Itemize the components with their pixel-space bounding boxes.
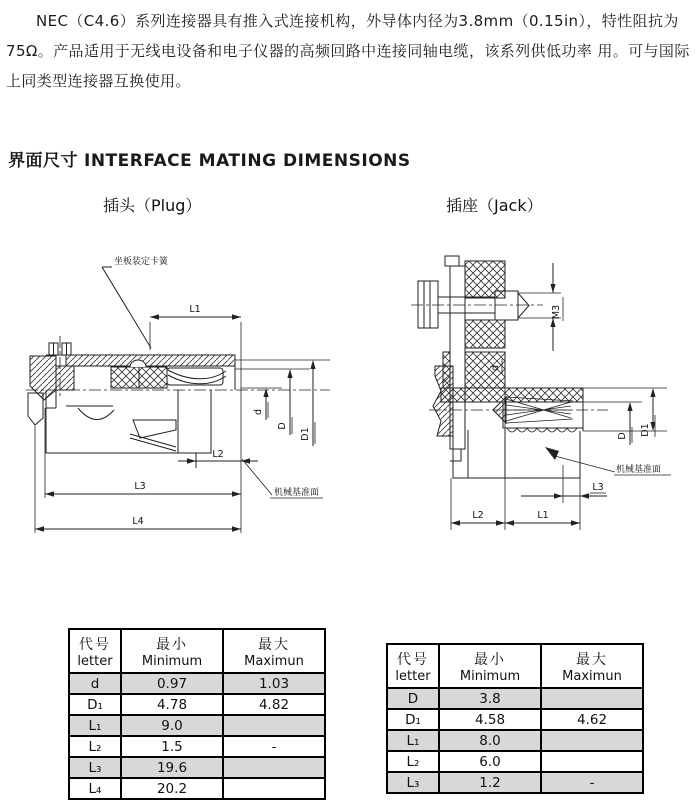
table-row <box>387 709 643 730</box>
cell-max <box>541 688 643 709</box>
cell-letter: D₁ <box>69 694 121 715</box>
dim-label-jack-d1: D1 <box>640 423 651 437</box>
plug-dim-diameters <box>235 360 330 446</box>
cell-min: 0.97 <box>121 673 223 694</box>
cell-letter: d <box>69 673 121 694</box>
cell-letter: D₁ <box>387 709 439 730</box>
dim-label-plug-l4: L4 <box>132 516 144 527</box>
cell-max <box>541 751 643 772</box>
cell-min: 1.5 <box>121 736 223 757</box>
dim-label-plug-D: D <box>277 422 288 430</box>
dim-label-jack-l2: L2 <box>472 510 484 521</box>
plug-table <box>68 628 326 800</box>
plug-datum-callout <box>242 459 323 498</box>
header-minimum-en: Minimum <box>141 653 203 669</box>
cell-min: 20.2 <box>121 778 223 799</box>
cell-min: 6.0 <box>439 751 541 772</box>
table-row <box>69 778 325 799</box>
dim-label-jack-D: D <box>617 432 628 440</box>
jack-table <box>386 643 644 794</box>
jack-dim-diameters <box>583 388 667 445</box>
dim-label-plug-l1: L1 <box>189 304 201 315</box>
cell-min: 8.0 <box>439 730 541 751</box>
jack-datum-callout <box>545 447 671 475</box>
header-letter <box>387 644 439 688</box>
header-minimum-zh: 最小 <box>156 636 188 653</box>
header-maximum-zh: 最大 <box>258 636 290 653</box>
table-header-row <box>387 644 643 688</box>
dim-label-jack-m3: M3 <box>551 304 562 320</box>
dim-label-plug-d: d <box>253 408 264 416</box>
section-title-en: INTERFACE MATING DIMENSIONS <box>84 151 411 171</box>
cell-letter: L₃ <box>387 772 439 793</box>
cell-max: 1.03 <box>223 673 325 694</box>
cell-min: 19.6 <box>121 757 223 778</box>
header-maximum <box>223 629 325 673</box>
cell-max: - <box>541 772 643 793</box>
cell-max <box>223 715 325 736</box>
cell-letter: L₁ <box>387 730 439 751</box>
header-minimum-zh: 最小 <box>474 651 506 668</box>
jack-dim-m3 <box>518 263 563 351</box>
table-row <box>387 772 643 793</box>
header-minimum-en: Minimum <box>459 668 521 684</box>
jack-dim-lengths <box>451 431 607 530</box>
table-row <box>387 688 643 709</box>
header-maximum-zh: 最大 <box>576 651 608 668</box>
header-minimum <box>121 629 223 673</box>
intro-paragraph: NEC（C4.6）系列连接器具有推入式连接机构，外导体内径为3.8mm（0.15in），特性阻抗为75Ω。产品适用于无线电设备和电子仪器的高频回路中连接同轴电缆，该系列供低功率 用。可与国际上同类型连接器互换使用。 <box>6 12 690 90</box>
table-row <box>69 673 325 694</box>
header-letter-en: letter <box>77 653 113 669</box>
plug-datum-label: 机械基准面 <box>274 488 320 498</box>
cell-min: 4.78 <box>121 694 223 715</box>
cell-max <box>223 757 325 778</box>
plug-heading: 插头（Plug） <box>103 196 202 215</box>
cell-min: 9.0 <box>121 715 223 736</box>
dim-label-jack-l3: L3 <box>592 482 604 493</box>
cell-max: 4.62 <box>541 709 643 730</box>
cell-max: 4.82 <box>223 694 325 715</box>
header-letter-zh: 代号 <box>397 651 429 668</box>
cell-letter: L₄ <box>69 778 121 799</box>
cell-min: 3.8 <box>439 688 541 709</box>
table-row <box>387 751 643 772</box>
jack-body <box>429 366 608 478</box>
cell-letter: L₁ <box>69 715 121 736</box>
table-row <box>387 730 643 751</box>
header-minimum <box>439 644 541 688</box>
plug-dim-l1 <box>150 304 241 352</box>
plug-drawing <box>18 228 350 562</box>
dim-label-plug-l2: L2 <box>212 449 224 460</box>
header-maximum-en: Maximun <box>562 668 622 684</box>
table-header-row <box>69 629 325 673</box>
header-letter-zh: 代号 <box>79 636 111 653</box>
cell-letter: L₂ <box>387 751 439 772</box>
cell-max: - <box>223 736 325 757</box>
dim-label-plug-l3: L3 <box>134 481 146 492</box>
jack-datum-label: 机械基准面 <box>616 465 662 475</box>
header-letter-en: letter <box>395 668 431 684</box>
plug-callout-label: 坐板装定卡簧 <box>114 257 169 267</box>
cell-min: 4.58 <box>439 709 541 730</box>
cell-letter: D <box>387 688 439 709</box>
table-row <box>69 736 325 757</box>
section-title-zh: 界面尺寸 <box>8 151 78 171</box>
table-row <box>69 757 325 778</box>
dim-label-jack-d: d <box>490 364 501 372</box>
table-row <box>69 694 325 715</box>
section-title <box>8 146 411 171</box>
header-maximum-en: Maximun <box>244 653 304 669</box>
cell-min: 1.2 <box>439 772 541 793</box>
cell-letter: L₃ <box>69 757 121 778</box>
plug-body <box>26 336 330 533</box>
jack-drawing <box>393 233 693 563</box>
cell-max <box>541 730 643 751</box>
dim-label-plug-d1: D1 <box>300 427 311 441</box>
table-row <box>69 715 325 736</box>
header-letter <box>69 629 121 673</box>
header-maximum <box>541 644 643 688</box>
cell-max <box>223 778 325 799</box>
jack-heading: 插座（Jack） <box>446 196 543 215</box>
dim-label-jack-l1: L1 <box>537 510 549 521</box>
plug-callout <box>102 255 169 348</box>
cell-letter: L₂ <box>69 736 121 757</box>
